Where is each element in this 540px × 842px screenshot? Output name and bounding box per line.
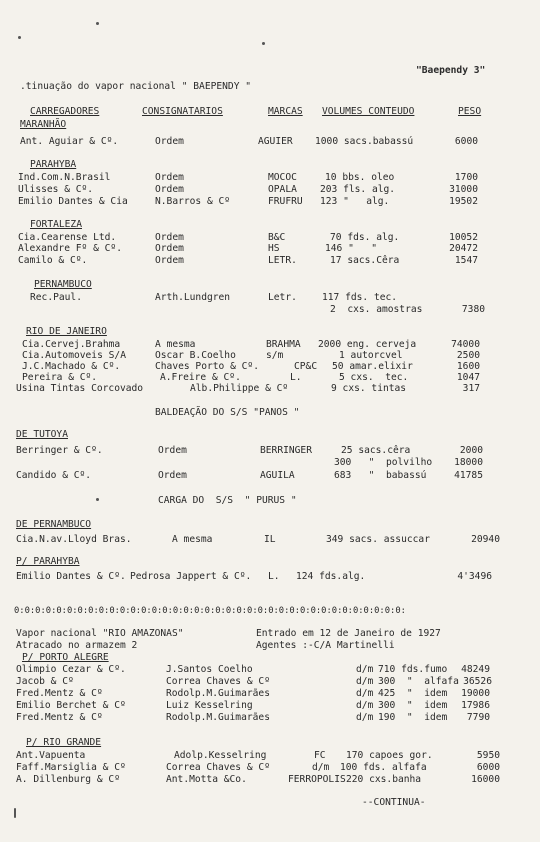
divider-line: 0:0:0:0:0:0:0:0:0:0:0:0:0:0:0:0:0:0:0:0:0:0:0:0:0:0:0:0:0:0:0:0:0:0:0:0:0: xyxy=(14,606,406,616)
marks: CP&C xyxy=(294,361,318,372)
column-header-marks: MARCAS xyxy=(268,106,303,117)
marks: AGUILA xyxy=(260,470,295,481)
weight: 10052 xyxy=(449,232,478,243)
contents: 2 cxs. amostras xyxy=(330,304,423,315)
weight: 1547 xyxy=(454,255,478,266)
marks: d/m xyxy=(312,762,330,773)
section-title: P/ PARAHYBA xyxy=(16,556,80,567)
weight: 20940 xyxy=(471,534,500,545)
weight: 74000 xyxy=(451,339,480,350)
weight: 17986 xyxy=(461,700,490,711)
weight: 7380 xyxy=(461,304,485,315)
consignee: Ordem xyxy=(155,184,184,195)
marks: s/m xyxy=(266,350,284,361)
marks: d/m xyxy=(356,700,374,711)
marks: d/m xyxy=(356,664,374,675)
section-title: PARAHYBA xyxy=(30,159,77,170)
ink-mark xyxy=(18,36,21,39)
weight: 1700 xyxy=(454,172,478,183)
weight: 16000 xyxy=(471,774,500,785)
contents: 70 fds. alg. xyxy=(330,232,400,243)
cargo-title: CARGA DO S/S " PURUS " xyxy=(158,495,297,506)
consignee: Ordem xyxy=(158,470,187,481)
column-header-weight: PESO xyxy=(458,106,482,117)
vessel-name: Vapor nacional "RIO AMAZONAS" xyxy=(16,628,184,639)
shipper: Ulisses & Cº. xyxy=(18,184,94,195)
weight: 5950 xyxy=(476,750,500,761)
ink-mark xyxy=(96,498,99,501)
weight: 31000 xyxy=(449,184,478,195)
consignee: Correa Chaves & Cº xyxy=(166,676,270,687)
consignee: Adolp.Kesselring xyxy=(174,750,267,761)
shipper: Ant.Vapuenta xyxy=(16,750,86,761)
consignee: Ordem xyxy=(155,255,184,266)
marks: FC xyxy=(314,750,326,761)
shipper: Fred.Mentz & Cº xyxy=(16,688,103,699)
ink-mark xyxy=(96,22,99,25)
contents: 124 fds.alg. xyxy=(296,571,366,582)
contents: 5 cxs. tec. xyxy=(339,372,409,383)
consignee: Ordem xyxy=(155,136,184,147)
marks: LETR. xyxy=(268,255,297,266)
consignee: A mesma xyxy=(172,534,213,545)
weight: 2500 xyxy=(456,350,480,361)
shipper: Rec.Paul. xyxy=(30,292,82,303)
marks: BRAHMA xyxy=(266,339,301,350)
shipper: Berringer & Cº. xyxy=(16,445,103,456)
consignee: A.Freire & Cº. xyxy=(160,372,241,383)
contents: 220 cxs.banha xyxy=(346,774,422,785)
weight: 6000 xyxy=(454,136,478,147)
marks: d/m xyxy=(356,688,374,699)
consignee: Rodolp.M.Guimarães xyxy=(166,712,270,723)
section-title: P/ PORTO ALEGRE xyxy=(22,652,109,663)
marks: d/m xyxy=(356,676,374,687)
consignee: Alb.Philippe & Cº xyxy=(190,383,289,394)
contents: 2000 eng. cerveja xyxy=(318,339,417,350)
marks: OPALA xyxy=(268,184,297,195)
section-title: FORTALEZA xyxy=(30,219,82,230)
weight: 7790 xyxy=(466,712,490,723)
shipper: J.C.Machado & Cº. xyxy=(22,361,121,372)
shipper: Camilo & Cº. xyxy=(18,255,88,266)
weight: 317 xyxy=(462,383,480,394)
column-header-shipper: CARREGADORES xyxy=(30,106,100,117)
section-title: RIO DE JANEIRO xyxy=(26,326,107,337)
contents: 1000 sacs.babassú xyxy=(315,136,414,147)
page-label: "Baependy 3" xyxy=(416,65,486,76)
consignee: Pedrosa Jappert & Cº. xyxy=(130,571,252,582)
marks: AGUIER xyxy=(258,136,293,147)
shipper: Alexandre Fº & Cº. xyxy=(18,243,122,254)
weight: 4'3496 xyxy=(457,571,492,582)
consignee: Chaves Porto & Cº. xyxy=(155,361,259,372)
entry-date: Entrado em 12 de Janeiro de 1927 xyxy=(256,628,441,639)
contents: 10 bbs. oleo xyxy=(325,172,395,183)
agents: Agentes :-C/A Martinelli xyxy=(256,640,395,651)
marks: HS xyxy=(268,243,280,254)
contents: 1 autorcvel xyxy=(339,350,403,361)
contents: 710 fds.fumo xyxy=(378,664,448,675)
weight: 19000 xyxy=(461,688,490,699)
consignee: Arth.Lundgren xyxy=(155,292,231,303)
shipper: Emilio Dantes & Cia xyxy=(18,196,128,207)
consignee: J.Santos Coelho xyxy=(166,664,253,675)
continued-marker: --CONTINUA- xyxy=(362,797,426,808)
weight: 18000 xyxy=(454,457,483,468)
contents: 50 amar.elixir xyxy=(332,361,413,372)
marks: MOCOC xyxy=(268,172,297,183)
consignee: Ordem xyxy=(155,172,184,183)
column-header-volumes: VOLUMES CONTEUDO xyxy=(322,106,415,117)
shipper: Ant. Aguiar & Cº. xyxy=(20,136,119,147)
weight: 36526 xyxy=(463,676,492,687)
contents: 203 fls. alg. xyxy=(320,184,396,195)
contents: 300 " alfafa xyxy=(378,676,459,687)
marks: Letr. xyxy=(268,292,297,303)
contents: 100 fds. alfafa xyxy=(340,762,427,773)
marks: B&C xyxy=(268,232,286,243)
weight: 48249 xyxy=(461,664,490,675)
consignee: Rodolp.M.Guimarães xyxy=(166,688,270,699)
ink-mark xyxy=(14,808,16,818)
weight: 1047 xyxy=(456,372,480,383)
contents: 349 sacs. assuccar xyxy=(326,534,430,545)
shipper: Ind.Com.N.Brasil xyxy=(18,172,111,183)
contents: 9 cxs. tintas xyxy=(331,383,407,394)
contents: 300 " polvilho xyxy=(334,457,433,468)
marks: L. xyxy=(290,372,302,383)
contents: 17 sacs.Cêra xyxy=(330,255,400,266)
consignee: N.Barros & Cº xyxy=(155,196,231,207)
consignee: Ordem xyxy=(155,232,184,243)
consignee: Ordem xyxy=(155,243,184,254)
contents: 425 " idem xyxy=(378,688,448,699)
page-title: .tinuação do vapor nacional " BAEPENDY " xyxy=(20,81,252,92)
contents: 123 " alg. xyxy=(320,196,390,207)
consignee: Luiz Kesselring xyxy=(166,700,253,711)
marks: BERRINGER xyxy=(260,445,312,456)
contents: 117 fds. tec. xyxy=(322,292,398,303)
shipper: Cia.Cearense Ltd. xyxy=(18,232,117,243)
contents: 146 " " xyxy=(325,243,377,254)
contents: 300 " idem xyxy=(378,700,448,711)
consignee: A mesma xyxy=(155,339,196,350)
shipper: Jacob & Cº xyxy=(16,676,74,687)
weight: 2000 xyxy=(459,445,483,456)
weight: 6000 xyxy=(476,762,500,773)
weight: 19502 xyxy=(449,196,478,207)
marks: IL xyxy=(264,534,276,545)
shipper: Candido & Cº. xyxy=(16,470,92,481)
shipper: Emilio Berchet & Cº xyxy=(16,700,126,711)
transshipment-title: BALDEAÇÃO DO S/S "PANOS " xyxy=(155,407,300,418)
berth: Atracado no armazem 2 xyxy=(16,640,138,651)
weight: 1600 xyxy=(456,361,480,372)
ink-mark xyxy=(262,42,265,45)
marks: L. xyxy=(268,571,280,582)
shipper: Cia.N.av.Lloyd Bras. xyxy=(16,534,132,545)
shipper: Faff.Marsiglia & Cº xyxy=(16,762,126,773)
consignee: Correa Chaves & Cº xyxy=(166,762,270,773)
column-header-consignee: CONSIGNATARIOS xyxy=(142,106,223,117)
marks: d/m xyxy=(356,712,374,723)
section-title: DE PERNAMBUCO xyxy=(16,519,92,530)
weight: 41785 xyxy=(454,470,483,481)
marks: FRUFRU xyxy=(268,196,303,207)
shipper: Emilio Dantes & Cº. xyxy=(16,571,126,582)
shipper: Fred.Mentz & Cº xyxy=(16,712,103,723)
contents: 170 capoes gor. xyxy=(346,750,433,761)
contents: 683 " babassú xyxy=(334,470,427,481)
shipper: A. Dillenburg & Cº xyxy=(16,774,120,785)
section-title: PERNAMBUCO xyxy=(34,279,92,290)
shipper: Olimpio Cezar & Cº. xyxy=(16,664,126,675)
shipper: Usina Tintas Corcovado xyxy=(16,383,144,394)
consignee: Ant.Motta &Co. xyxy=(166,774,247,785)
section-title: P/ RIO GRANDE xyxy=(26,737,102,748)
shipper: Pereira & Cº. xyxy=(22,372,98,383)
shipper: Cia.Automoveis S/A xyxy=(22,350,126,361)
contents: 190 " idem xyxy=(378,712,448,723)
consignee: Ordem xyxy=(158,445,187,456)
section-title: MARANHÃO xyxy=(20,119,67,130)
marks: FERROPOLIS xyxy=(288,774,346,785)
shipper: Cia.Cervej.Brahma xyxy=(22,339,121,350)
consignee: Oscar B.Coelho xyxy=(155,350,236,361)
section-title: DE TUTOYA xyxy=(16,429,68,440)
contents: 25 sacs.cêra xyxy=(341,445,411,456)
weight: 20472 xyxy=(449,243,478,254)
